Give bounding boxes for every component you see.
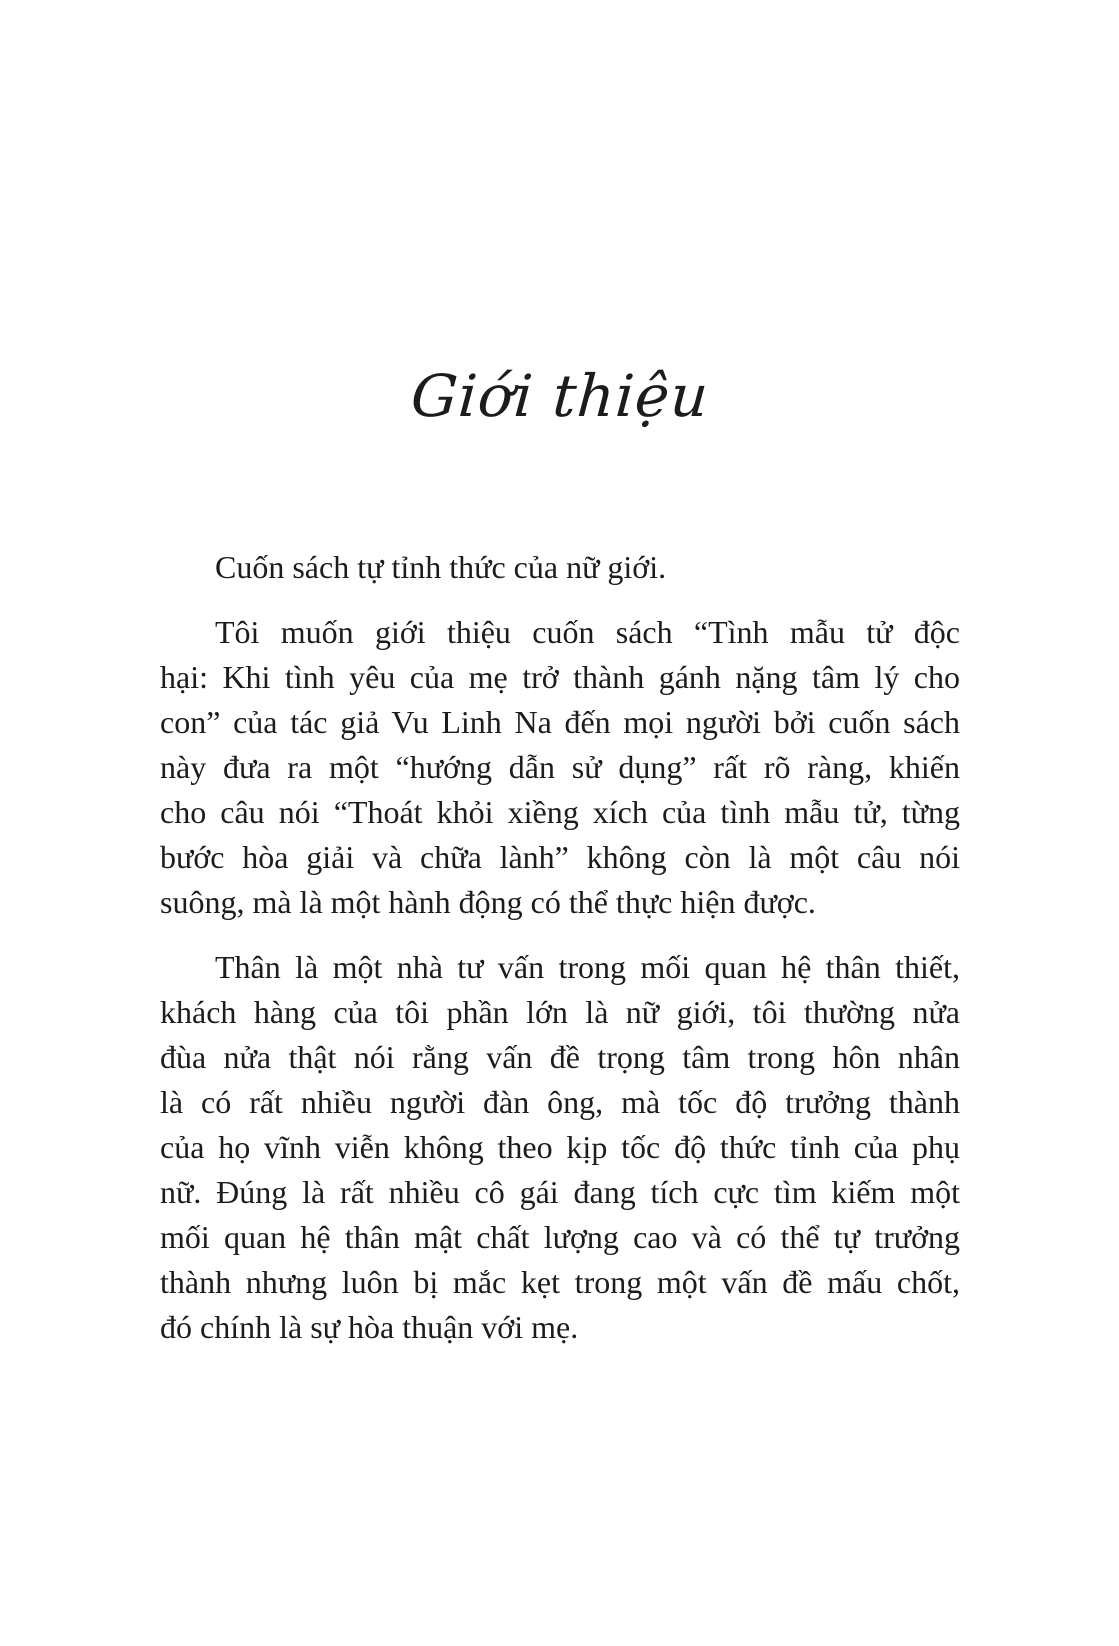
- text-line: nữ. Đúng là rất nhiều cô gái đang tích cực tìm kiếm một: [160, 1174, 960, 1210]
- text-line: là có rất nhiều người đàn ông, mà tốc độ trưởng thành: [160, 1084, 960, 1120]
- text-line: Thân là một nhà tư vấn trong mối quan hệ thân thiết,: [215, 949, 960, 985]
- text-line: Tôi muốn giới thiệu cuốn sách “Tình mẫu tử độc: [215, 614, 960, 650]
- text-line: khách hàng của tôi phần lớn là nữ giới, tôi thường nửa: [160, 994, 960, 1030]
- paragraph-2: [160, 610, 960, 925]
- text-line: đùa nửa thật nói rằng vấn đề trọng tâm trong hôn nhân: [160, 1039, 960, 1075]
- chapter-title: Giới thiệu: [408, 362, 712, 430]
- paragraph-3: [160, 945, 960, 1350]
- text-line: cho câu nói “Thoát khỏi xiềng xích của tình mẫu tử, từng: [160, 794, 960, 830]
- text-line: suông, mà là một hành động có thể thực hiện được.: [160, 884, 816, 920]
- text-line: thành nhưng luôn bị mắc kẹt trong một vấn đề mấu chốt,: [160, 1264, 960, 1300]
- text-line: hại: Khi tình yêu của mẹ trở thành gánh nặng tâm lý cho: [160, 659, 960, 695]
- text-line: bước hòa giải và chữa lành” không còn là một câu nói: [160, 839, 960, 875]
- paragraph-1: [160, 545, 960, 590]
- text-line: của họ vĩnh viễn không theo kịp tốc độ thức tỉnh của phụ: [160, 1129, 960, 1165]
- text-line: mối quan hệ thân mật chất lượng cao và có thể tự trưởng: [160, 1219, 960, 1255]
- text-line: con” của tác giả Vu Linh Na đến mọi người bởi cuốn sách: [160, 704, 960, 740]
- text-line: này đưa ra một “hướng dẫn sử dụng” rất rõ ràng, khiến: [160, 749, 960, 785]
- text-line: đó chính là sự hòa thuận với mẹ.: [160, 1309, 579, 1345]
- body-text: [160, 545, 960, 1370]
- text-line: Cuốn sách tự tỉnh thức của nữ giới.: [215, 549, 667, 585]
